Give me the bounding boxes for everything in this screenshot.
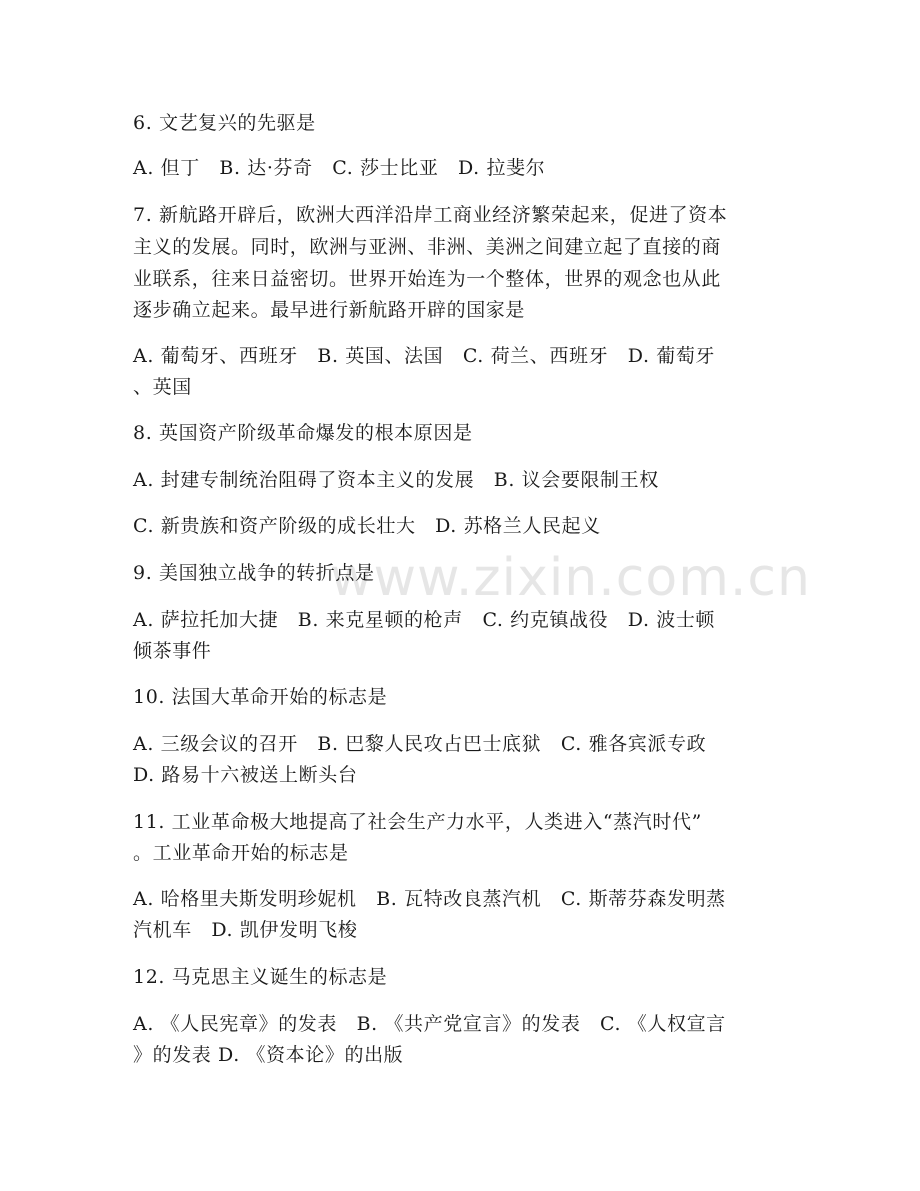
question-9-options-line-2: 倾茶事件 [133,640,212,662]
watermark: www.zixin.com.cn [330,548,811,608]
question-11-options-line-2: 汽机车 D. 凯伊发明飞梭 [133,919,358,941]
question-9-options-line-1: A. 萨拉托加大捷 B. 来克星顿的枪声 C. 约克镇战役 D. 波士顿 [133,609,716,631]
question-10-options-line-1: A. 三级会议的召开 B. 巴黎人民攻占巴士底狱 C. 雅各宾派专政 [133,733,707,755]
question-11-options-line-1: A. 哈格里夫斯发明珍妮机 B. 瓦特改良蒸汽机 C. 斯蒂芬森发明蒸 [133,888,726,910]
question-10-options-line-2: D. 路易十六被送上断头台 [133,764,358,786]
question-12-stem: 12. 马克思主义诞生的标志是 [133,966,388,988]
question-6-stem: 6. 文艺复兴的先驱是 [133,112,316,134]
question-11-stem-line-2: 。工业革命开始的标志是 [133,842,349,864]
question-7-stem-line-2: 主义的发展。同时，欧洲与亚洲、非洲、美洲之间建立起了直接的商 [133,236,722,258]
question-7-stem-line-1: 7. 新航路开辟后，欧洲大西洋沿岸工商业经济繁荣起来，促进了资本 [133,204,728,226]
question-10-stem: 10. 法国大革命开始的标志是 [133,686,388,708]
question-12-options-line-2: 》的发表 D. 《资本论》的出版 [133,1044,404,1066]
question-7-options-line-2: 、英国 [133,376,192,398]
question-8-stem: 8. 英国资产阶级革命爆发的根本原因是 [133,422,473,444]
question-9-stem: 9. 美国独立战争的转折点是 [133,562,375,584]
question-12-options-line-1: A. 《人民宪章》的发表 B. 《共产党宣言》的发表 C. 《人权宣言 [133,1013,726,1035]
question-8-options-line-2: C. 新贵族和资产阶级的成长壮大 D. 苏格兰人民起义 [133,515,601,537]
question-8-options-line-1: A. 封建专制统治阻碍了资本主义的发展 B. 议会要限制王权 [133,469,659,491]
question-7-options-line-1: A. 葡萄牙、西班牙 B. 英国、法国 C. 荷兰、西班牙 D. 葡萄牙 [133,345,716,367]
question-7-stem-line-4: 逐步确立起来。最早进行新航路开辟的国家是 [133,299,526,321]
question-11-stem-line-1: 11. 工业革命极大地提高了社会生产力水平，人类进入“蒸汽时代” [133,811,702,833]
question-6-options: A. 但丁 B. 达·芬奇 C. 莎士比亚 D. 拉斐尔 [133,157,546,179]
question-7-stem-line-3: 业联系，往来日益密切。世界开始连为一个整体，世界的观念也从此 [133,268,722,290]
